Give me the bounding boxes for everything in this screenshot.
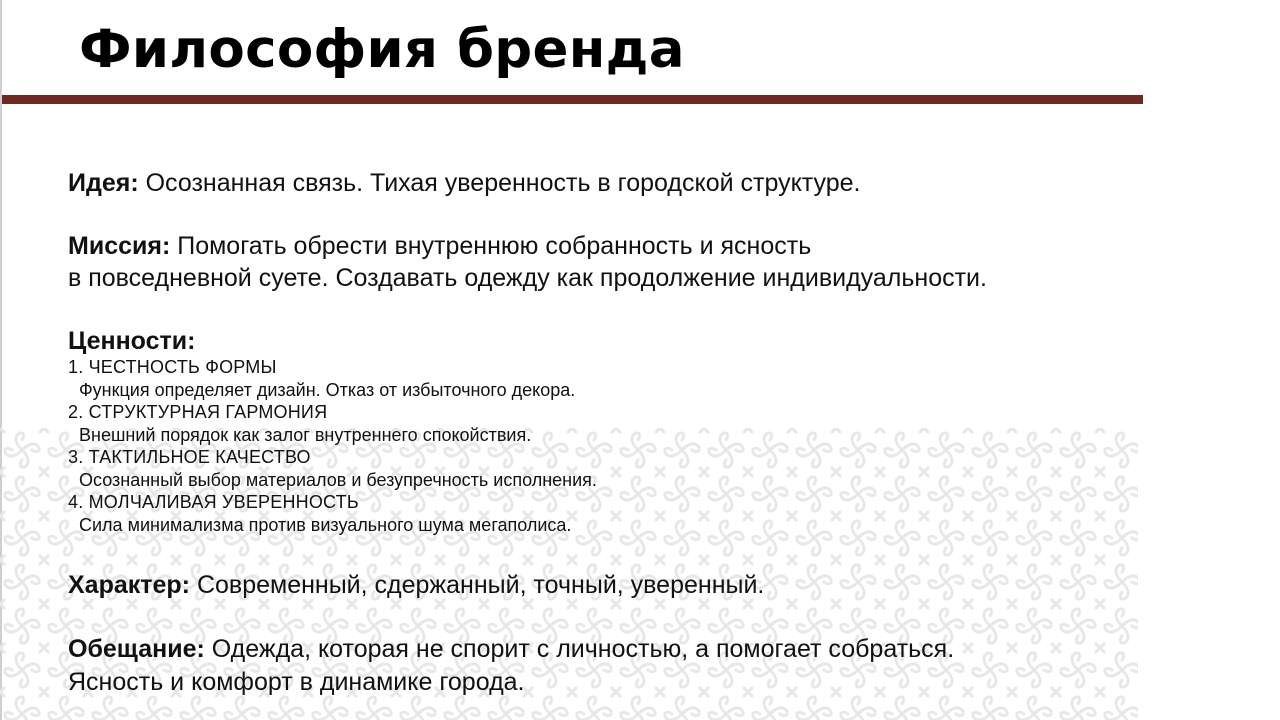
promise-text-2: Ясность и комфорт в динамике города.: [68, 668, 525, 696]
mission-label: Миссия:: [68, 232, 171, 260]
title-divider: [2, 95, 1143, 104]
value-item: [68, 446, 597, 491]
idea-paragraph: [68, 167, 861, 200]
value-name: 4. МОЛЧАЛИВАЯ УВЕРЕННОСТЬ: [68, 492, 359, 512]
character-paragraph: [68, 569, 764, 602]
promise-text-1: Одежда, которая не спорит с личностью, а помогает собраться.: [204, 635, 955, 663]
mission-text-1: Помогать обрести внутреннюю собранность и ясность: [170, 232, 812, 260]
mission-line-1: [68, 230, 811, 263]
character-label: Характер:: [68, 571, 191, 599]
mission-text-2: в повседневной суете. Создавать одежду как продолжение индивидуальности.: [68, 264, 987, 292]
value-name: 1. ЧЕСТНОСТЬ ФОРМЫ: [68, 357, 277, 377]
idea-label: Идея:: [68, 169, 139, 197]
character-text: Современный, сдержанный, точный, уверенный.: [190, 571, 765, 599]
values-list: [68, 356, 597, 536]
idea-text: Осознанная связь. Тихая уверенность в городской структуре.: [138, 169, 861, 197]
value-item: [68, 356, 597, 401]
value-description: Сила минимализма против визуального шума мегаполиса.: [79, 514, 572, 535]
value-description: Функция определяет дизайн. Отказ от избыточного декора.: [79, 379, 576, 400]
page-title: Философия бренда: [79, 19, 685, 80]
mission-line-2: [68, 262, 987, 295]
value-name: 2. СТРУКТУРНАЯ ГАРМОНИЯ: [68, 402, 328, 422]
value-description: Внешний порядок как залог внутреннего спокойствия.: [79, 424, 532, 445]
value-name: 3. ТАКТИЛЬНОЕ КАЧЕСТВО: [68, 447, 311, 467]
value-description: Осознанный выбор материалов и безупречность исполнения.: [79, 469, 597, 490]
value-item: [68, 491, 597, 536]
promise-line-1: [68, 633, 954, 666]
value-item: [68, 401, 597, 446]
promise-label: Обещание:: [68, 635, 205, 663]
promise-line-2: [68, 666, 525, 699]
values-heading: Ценности:: [68, 327, 196, 355]
